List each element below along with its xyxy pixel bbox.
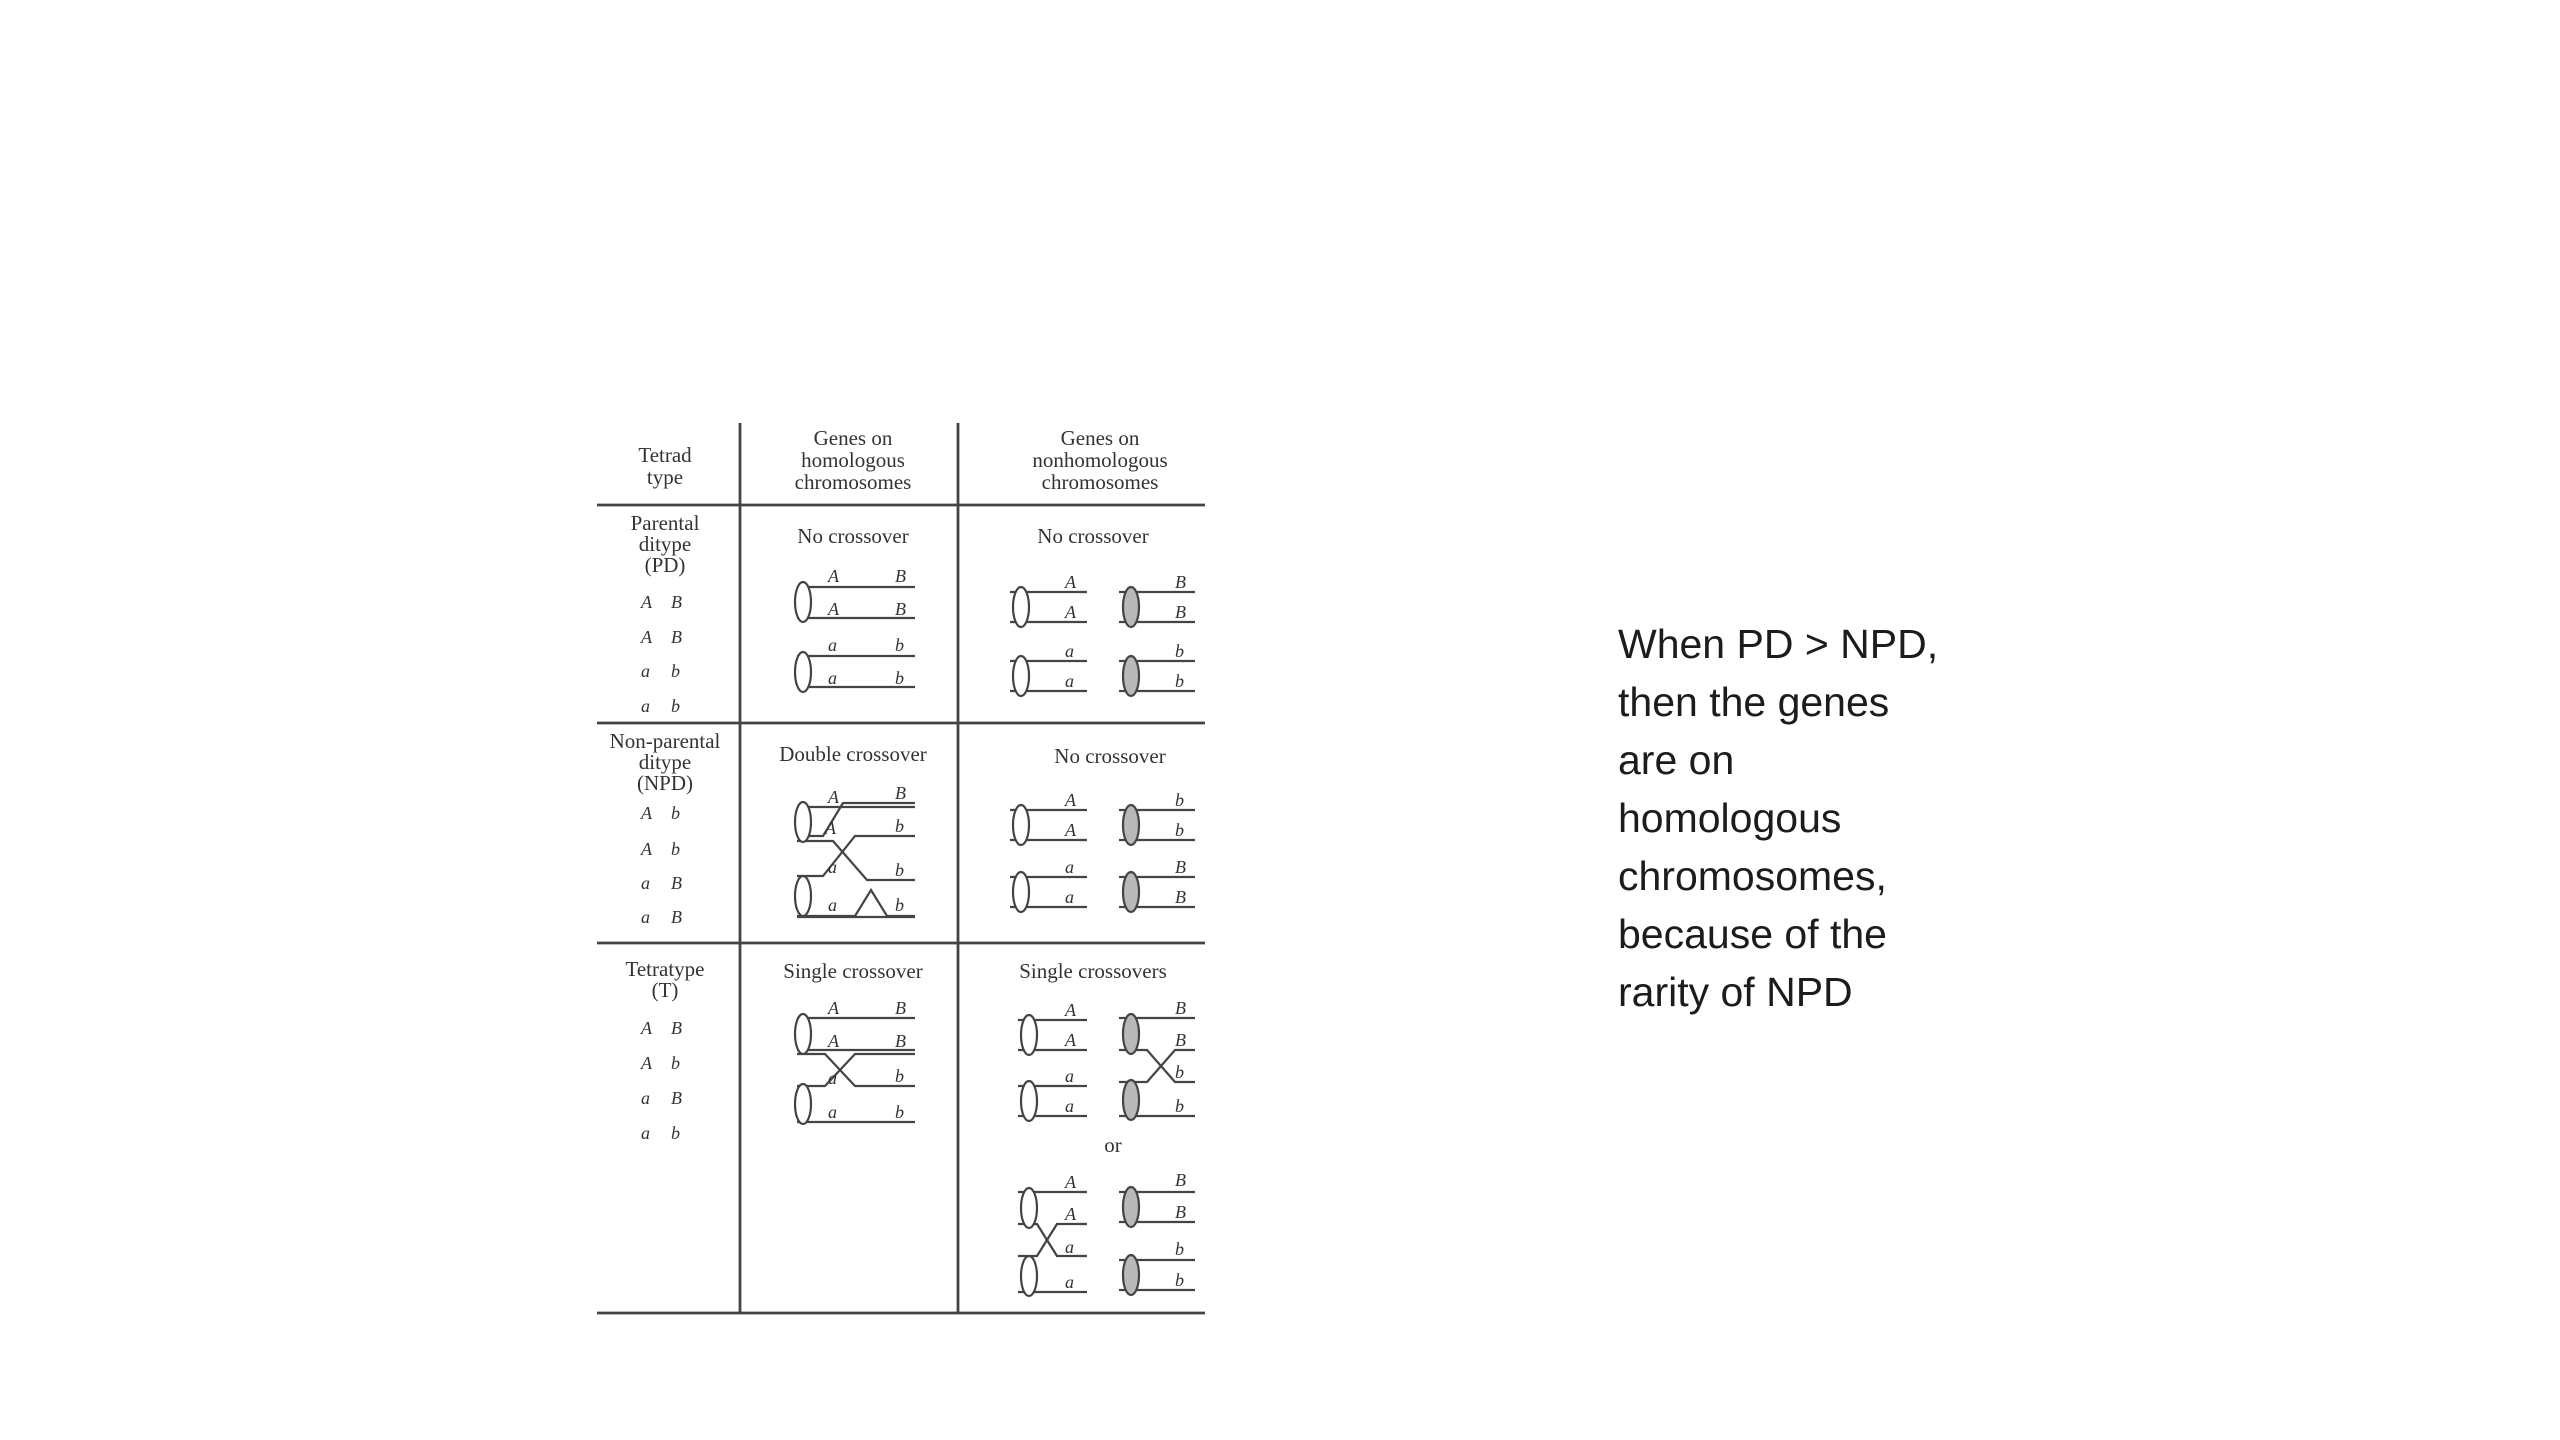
centromere [1123, 1014, 1139, 1054]
header-homologous-line-2: homologous [801, 448, 905, 472]
row-pd-type-line-1: Parental [630, 511, 700, 535]
allele-label: b [895, 1102, 904, 1122]
allele-label: a [1065, 641, 1074, 661]
genotype-allele: A [641, 627, 652, 647]
tetrad-diagram [425, 410, 1230, 1330]
allele-label: b [1175, 790, 1184, 810]
centromere [1013, 805, 1029, 845]
allele-label: a [1065, 1096, 1074, 1116]
allele-label: b [1175, 1096, 1184, 1116]
centromere [1021, 1015, 1037, 1055]
row-npd-nonhomologous-event: No crossover [1054, 744, 1166, 768]
centromere [795, 876, 811, 916]
allele-label: a [1065, 671, 1074, 691]
genotype-allele: B [671, 873, 682, 893]
genotype-allele: A [641, 592, 652, 612]
genotype-allele: a [641, 907, 650, 927]
header-nonhomologous-line-3: chromosomes [1041, 470, 1159, 494]
centromere [795, 1084, 811, 1124]
allele-label: b [895, 1066, 904, 1086]
allele-label: b [895, 668, 904, 688]
centromere [1123, 1187, 1139, 1227]
allele-label: a [828, 857, 837, 877]
allele-label: b [1175, 1062, 1184, 1082]
row-t-type-line-2: (T) [651, 978, 679, 1002]
row-npd-homologous-event: Double crossover [779, 742, 927, 766]
allele-label: a [828, 635, 837, 655]
genotype-allele: B [671, 1018, 682, 1038]
genotype-allele: A [641, 803, 652, 823]
allele-label: a [828, 668, 837, 688]
header-tetrad-type-line-1: Tetrad [638, 443, 692, 467]
genotype-allele: B [671, 627, 682, 647]
allele-label: A [1065, 1030, 1076, 1050]
allele-label: b [895, 816, 904, 836]
header-nonhomologous-line-2: nonhomologous [1032, 448, 1168, 472]
allele-label: B [1175, 887, 1186, 907]
allele-label: B [1175, 1170, 1186, 1190]
header-homologous-line-3: chromosomes [794, 470, 912, 494]
row-t-nonhomologous-event: Single crossovers [1019, 959, 1167, 983]
allele-label: b [895, 860, 904, 880]
centromere [1013, 872, 1029, 912]
centromere [1123, 1080, 1139, 1120]
slide-caption: When PD > NPD, then the genes are on homologous chromosomes, because of the rarity of NPD [1618, 621, 1939, 1015]
allele-label: A [828, 787, 839, 807]
allele-label: A [1065, 1172, 1076, 1192]
centromere [795, 582, 811, 622]
genotype-allele: a [641, 1123, 650, 1143]
allele-label: b [1175, 671, 1184, 691]
allele-label: A [828, 566, 839, 586]
allele-label: A [828, 1031, 839, 1051]
allele-label: b [1175, 1239, 1184, 1259]
centromere [795, 802, 811, 842]
allele-label: A [828, 998, 839, 1018]
allele-label: B [1175, 602, 1186, 622]
row-pd-homologous-event: No crossover [797, 524, 909, 548]
genotype-allele: A [641, 1053, 652, 1073]
row-pd-type-line-2: ditype [638, 532, 692, 556]
allele-label: a [1065, 1272, 1074, 1292]
row-pd-type-line-3: (PD) [644, 553, 686, 577]
allele-label: A [825, 818, 836, 838]
allele-label: B [895, 566, 906, 586]
centromere [1123, 656, 1139, 696]
centromere [1021, 1081, 1037, 1121]
genotype-allele: a [641, 696, 650, 716]
genotype-allele: b [671, 661, 680, 681]
genotype-allele: b [671, 1053, 680, 1073]
centromere [795, 652, 811, 692]
centromere [1021, 1188, 1037, 1228]
allele-label: B [1175, 572, 1186, 592]
centromere [1123, 805, 1139, 845]
allele-label: B [895, 599, 906, 619]
genotype-allele: a [641, 1088, 650, 1108]
centromere [1013, 656, 1029, 696]
allele-label: B [895, 998, 906, 1018]
centromere [1013, 587, 1029, 627]
allele-label: b [1175, 1270, 1184, 1290]
header-tetrad-type-line-2: type [646, 465, 684, 489]
allele-label: a [828, 1102, 837, 1122]
centromere [795, 1014, 811, 1054]
allele-label: a [828, 1068, 837, 1088]
allele-label: a [828, 895, 837, 915]
allele-label: B [1175, 857, 1186, 877]
row-npd-type-line-2: ditype [638, 750, 692, 774]
row-pd-nonhomologous-event: No crossover [1037, 524, 1149, 548]
genotype-allele: B [671, 907, 682, 927]
allele-label: A [1065, 1000, 1076, 1020]
allele-label: a [1065, 887, 1074, 907]
centromere [1123, 587, 1139, 627]
allele-label: A [1065, 1204, 1076, 1224]
allele-label: B [895, 1031, 906, 1051]
genotype-allele: A [641, 839, 652, 859]
genotype-allele: a [641, 661, 650, 681]
header-homologous-line-1: Genes on [813, 426, 893, 450]
allele-label: a [1065, 1066, 1074, 1086]
genotype-allele: b [671, 1123, 680, 1143]
genotype-allele: A [641, 1018, 652, 1038]
centromere [1123, 1255, 1139, 1295]
or-label: or [1104, 1133, 1122, 1157]
genotype-allele: b [671, 696, 680, 716]
allele-label: A [1065, 602, 1076, 622]
allele-label: a [1065, 1237, 1074, 1257]
allele-label: B [895, 783, 906, 803]
allele-label: b [1175, 820, 1184, 840]
allele-label: A [1065, 572, 1076, 592]
genotype-allele: b [671, 839, 680, 859]
genotype-allele: a [641, 873, 650, 893]
genotype-allele: b [671, 803, 680, 823]
genotype-allele: B [671, 1088, 682, 1108]
row-npd-type-line-3: (NPD) [637, 771, 693, 795]
row-t-type-line-1: Tetratype [625, 957, 705, 981]
allele-label: b [895, 895, 904, 915]
allele-label: b [1175, 641, 1184, 661]
allele-label: A [828, 599, 839, 619]
allele-label: a [1065, 857, 1074, 877]
allele-label: b [895, 635, 904, 655]
row-t-homologous-event: Single crossover [783, 959, 923, 983]
genotype-allele: B [671, 592, 682, 612]
centromere [1123, 872, 1139, 912]
allele-label: A [1065, 790, 1076, 810]
allele-label: B [1175, 998, 1186, 1018]
header-nonhomologous-line-1: Genes on [1060, 426, 1140, 450]
allele-label: B [1175, 1030, 1186, 1050]
allele-label: A [1065, 820, 1076, 840]
allele-label: B [1175, 1202, 1186, 1222]
centromere [1021, 1256, 1037, 1296]
row-npd-type-line-1: Non-parental [609, 729, 721, 753]
